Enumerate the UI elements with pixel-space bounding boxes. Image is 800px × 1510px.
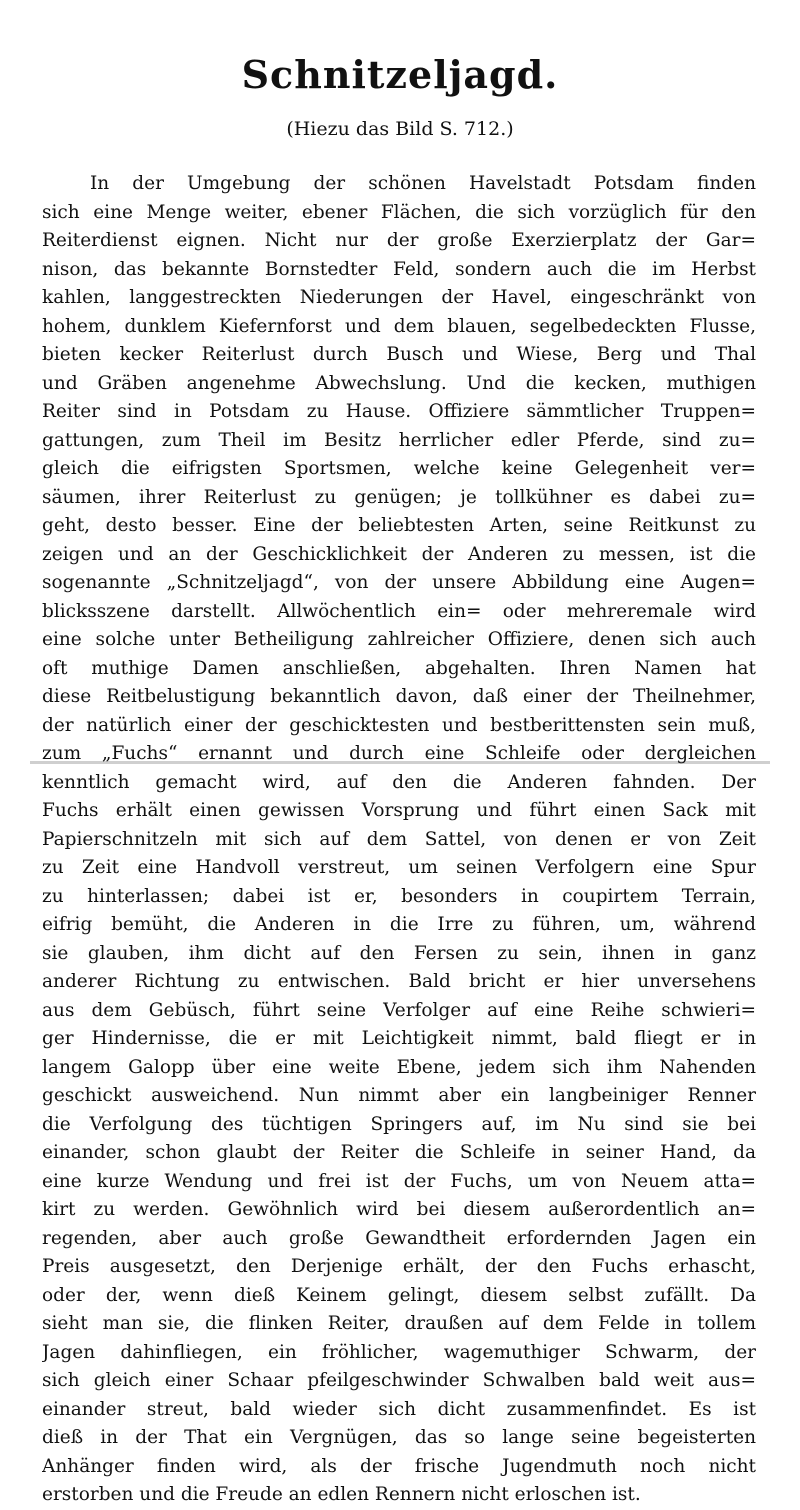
- text-line: Preis ausgesetzt, den Derjenige erhält, der den Fuchs erhascht,: [42, 1256, 756, 1277]
- text-line: einander, schon glaubt der Reiter die Schleife in seiner Hand, da: [42, 1142, 756, 1163]
- text-line: kahlen, langgestreckten Niederungen der Havel, eingeschränkt von: [42, 287, 756, 308]
- text-line: sich eine Menge weiter, ebener Flächen, die sich vorzüglich für den: [42, 201, 756, 223]
- text-line: gleich die eifrigsten Sportsmen, welche keine Gelegenheit ver=: [42, 458, 756, 479]
- text-line: Papierschnitzeln mit sich auf dem Sattel, von denen er von Zeit: [42, 828, 756, 850]
- text-line: aus dem Gebüsch, führt seine Verfolger auf eine Reihe schwieri=: [42, 999, 756, 1021]
- text-line: Anhänger finden wird, als der frische Jugendmuth noch nicht: [42, 1455, 756, 1477]
- text-line: In der Umgebung der schönen Havelstadt Potsdam finden: [90, 173, 756, 194]
- text-line: geht, desto besser. Eine der beliebtesten Arten, seine Reitkunst zu: [42, 515, 756, 536]
- text-line: säumen, ihrer Reiterlust zu genügen; je tollkühner es dabei zu=: [42, 486, 756, 508]
- text-line: Fuchs erhält einen gewissen Vorsprung und führt einen Sack mit: [42, 800, 756, 821]
- text-line: einander streut, bald wieder sich dicht zusammenfindet. Es ist: [42, 1398, 756, 1420]
- text-line: diese Reitbelustigung bekanntlich davon, daß einer der Theilnehmer,: [42, 686, 756, 707]
- text-line: Reiter sind in Potsdam zu Hause. Offiziere sämmtlicher Truppen=: [42, 401, 756, 422]
- text-line: ger Hindernisse, die er mit Leichtigkeit nimmt, bald fliegt er in: [42, 1028, 756, 1049]
- article-title: Schnitzeljagd.: [241, 52, 559, 97]
- text-line: hohem, dunklem Kiefernforst und dem blauen, segelbedeckten Flusse,: [42, 315, 756, 337]
- text-line: der natürlich einer der geschicktesten und bestberittensten sein muß,: [42, 714, 756, 736]
- article-body: [42, 170, 756, 1510]
- text-line: bieten kecker Reiterlust durch Busch und Wiese, Berg und Thal: [42, 344, 756, 365]
- text-line: Jagen dahinfliegen, ein fröhlicher, wagemuthiger Schwarm, der: [42, 1341, 756, 1363]
- text-line: eine solche unter Betheiligung zahlreicher Offiziere, denen sich auch: [42, 629, 756, 650]
- text-line: eifrig bemüht, die Anderen in die Irre zu führen, um, während: [42, 914, 756, 935]
- text-line: langem Galopp über eine weite Ebene, jedem sich ihm Nahenden: [42, 1056, 756, 1078]
- text-line: gattungen, zum Theil im Besitz herrlicher edler Pferde, sind zu=: [42, 429, 756, 451]
- text-line: Reiterdienst eignen. Nicht nur der große Exerzierplatz der Gar=: [42, 230, 756, 251]
- text-line: erstorben und die Freude an edlen Rennern nicht erloschen ist.: [42, 1484, 641, 1505]
- text-line: blicksszene darstellt. Allwöchentlich ein= oder mehreremale wird: [42, 600, 756, 622]
- text-line: zum „Fuchs“ ernannt und durch eine Schleife oder dergleichen: [42, 743, 756, 764]
- text-line: regenden, aber auch große Gewandtheit erfordernden Jagen ein: [42, 1227, 756, 1249]
- text-line: sie glauben, ihm dicht auf den Fersen zu sein, ihnen in ganz: [42, 942, 756, 964]
- text-line: oder der, wenn dieß Keinem gelingt, diesem selbst zufällt. Da: [42, 1284, 756, 1306]
- text-line: kirt zu werden. Gewöhnlich wird bei diesem außerordentlich an=: [42, 1199, 756, 1220]
- text-line: nison, das bekannte Bornstedter Feld, sondern auch die im Herbst: [42, 258, 756, 280]
- text-line: sieht man sie, die flinken Reiter, draußen auf dem Felde in tollem: [42, 1313, 756, 1334]
- text-line: die Verfolgung des tüchtigen Springers auf, im Nu sind sie bei: [42, 1113, 756, 1135]
- text-line: oft muthige Damen anschließen, abgehalten. Ihren Namen hat: [42, 657, 756, 679]
- text-line: und Gräben angenehme Abwechslung. Und die kecken, muthigen: [42, 372, 756, 394]
- text-line: dieß in der That ein Vergnügen, das so lange seine begeisterten: [42, 1427, 756, 1448]
- text-line: kenntlich gemacht wird, auf den die Anderen fahnden. Der: [42, 771, 756, 793]
- text-line: zeigen und an der Geschicklichkeit der Anderen zu messen, ist die: [42, 543, 756, 565]
- text-line: anderer Richtung zu entwischen. Bald bricht er hier unversehens: [42, 971, 756, 992]
- text-line: zu Zeit eine Handvoll verstreut, um seinen Verfolgern eine Spur: [42, 857, 756, 878]
- text-line: eine kurze Wendung und frei ist der Fuchs, um von Neuem atta=: [42, 1170, 756, 1192]
- text-line: zu hinterlassen; dabei ist er, besonders in coupirtem Terrain,: [42, 885, 756, 907]
- text-line: geschickt ausweichend. Nun nimmt aber ein langbeiniger Renner: [42, 1085, 756, 1106]
- article-subtitle: (Hiezu das Bild S. 712.): [286, 118, 514, 140]
- text-line: sich gleich einer Schaar pfeilgeschwinder Schwalben bald weit aus=: [42, 1370, 756, 1391]
- text-line: sogenannte „Schnitzeljagd“, von der unsere Abbildung eine Augen=: [42, 572, 756, 593]
